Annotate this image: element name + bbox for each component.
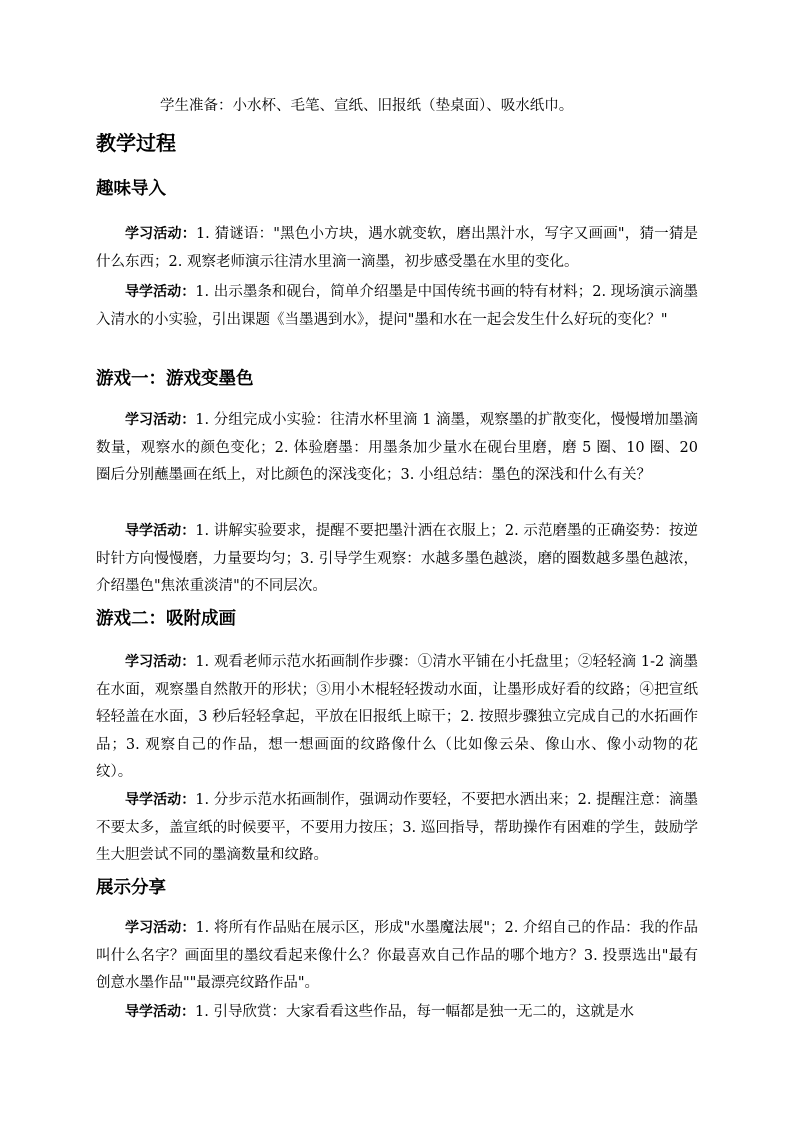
guiding-activity-text: 1. 讲解实验要求，提醒不要把墨汁洒在衣服上；2. 示范磨墨的正确姿势：按逆时针方向慢慢磨，力量要均匀；3. 引导学生观察：水越多墨色越淡，磨的圈数越多墨色越浓，介绍墨色"焦浓重淡清"的不同层次。 [96, 523, 699, 594]
section-title-intro: 趣味导入 [96, 179, 166, 199]
guiding-activity-game-two [96, 787, 698, 870]
guiding-activity-label: 导学活动： [125, 284, 196, 300]
section-title-game-one: 游戏一：游戏变墨色 [96, 369, 254, 389]
learning-activity-label: 学习活动： [125, 654, 196, 670]
guiding-activity-label: 导学活动： [125, 792, 196, 808]
learning-activity-game-two [96, 649, 698, 787]
learning-activity-label: 学习活动： [125, 226, 196, 242]
learning-activity-text: 1. 观看老师示范水拓画制作步骤：①清水平铺在小托盘里；②轻轻滴 1-2 滴墨在水面，观察墨自然散开的形状；③用小木棍轻轻拨动水面，让墨形成好看的纹路；④把宣纸轻轻盖在水面，3 秒后轻轻拿起，平放在旧报纸上晾干；2. 按照步骤独立完成自己的水拓画作品；3. 观察自己的作品，想一想画面的纹路像什么（比如像云朵、像山水、像小动物的花纹）。 [96, 654, 698, 780]
guiding-activity-label: 导学活动： [125, 523, 196, 539]
learning-activity-text: 1. 将所有作品贴在展示区，形成"水墨魔法展"；2. 介绍自己的作品：我的作品叫什么名字？画面里的墨纹看起来像什么？你最喜欢自己作品的哪个地方？3. 投票选出"最有创意水墨作品""最漂亮纹路作品"。 [96, 920, 699, 991]
learning-activity-game-one [96, 407, 698, 490]
learning-activity-label: 学习活动： [125, 412, 196, 428]
section-title-game-two: 游戏二：吸附成画 [96, 609, 236, 629]
guiding-activity-text: 1. 出示墨条和砚台，简单介绍墨是中国传统书画的特有材料；2. 现场演示滴墨入清水的小实验，引出课题《当墨遇到水》，提问"墨和水在一起会发生什么好玩的变化？" [96, 284, 699, 328]
guiding-activity-label: 导学活动： [125, 1004, 195, 1020]
learning-activity-text: 1. 分组完成小实验：往清水杯里滴 1 滴墨，观察墨的扩散变化，慢慢增加墨滴数量，观察水的颜色变化；2. 体验磨墨：用墨条加少量水在砚台里磨，磨 5 圈、10 圈、20 圈后分别蘸墨画在纸上，对比颜色的深浅变化；3. 小组总结：墨色的深浅和什么有关？ [96, 412, 699, 483]
section-title-showcase: 展示分享 [96, 878, 166, 898]
learning-activity-label: 学习活动： [125, 920, 196, 936]
learning-activity-showcase [96, 915, 698, 998]
guiding-activity-game-one [96, 518, 698, 601]
student-preparation: 学生准备：小水杯、毛笔、宣纸、旧报纸（垫桌面）、吸水纸巾。 [160, 98, 574, 114]
guiding-activity-text: 1. 分步示范水拓画制作，强调动作要轻，不要把水洒出来；2. 提醒注意：滴墨不要太多，盖宣纸的时候要平，不要用力按压；3. 巡回指导，帮助操作有困难的学生，鼓励学生大胆尝试不同的墨滴数量和纹路。 [96, 792, 699, 863]
learning-activity-intro [96, 221, 698, 276]
guiding-activity-intro [96, 279, 698, 334]
page-title: 教学过程 [96, 131, 176, 155]
guiding-activity-text: 1. 引导欣赏：大家看看这些作品，每一幅都是独一无二的，这就是水 [195, 1004, 634, 1020]
learning-activity-text: 1. 猜谜语："黑色小方块，遇水就变软，磨出黑汁水，写字又画画"，猜一猜是什么东西；2. 观察老师演示往清水里滴一滴墨，初步感受墨在水里的变化。 [96, 226, 699, 270]
guiding-activity-showcase [96, 999, 698, 1027]
